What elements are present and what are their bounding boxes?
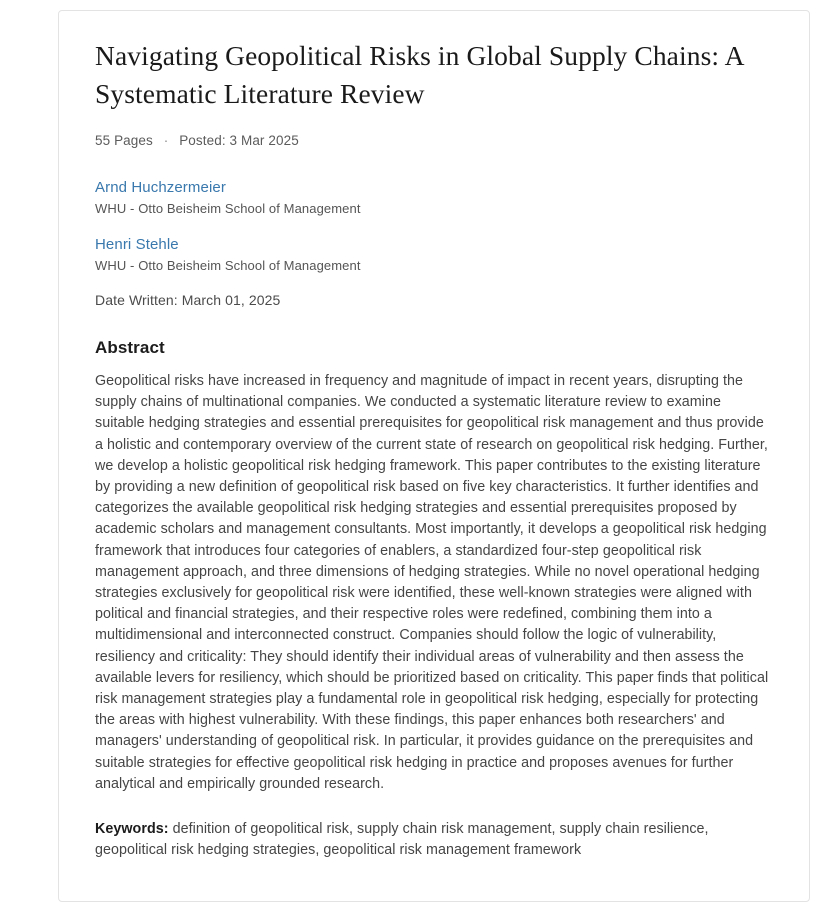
- paper-meta: [95, 133, 773, 148]
- author-link-2[interactable]: Henri Stehle: [95, 236, 179, 253]
- keywords-label: Keywords:: [95, 821, 169, 838]
- posted-date: Posted: 3 Mar 2025: [179, 133, 299, 148]
- keywords-value: definition of geopolitical risk, supply chain risk management, supply chain resilience, geopolitical risk hedging strategies, geopolitical risk management framework: [95, 821, 709, 859]
- date-written: Date Written: March 01, 2025: [95, 292, 281, 308]
- author-block-2: [95, 235, 773, 275]
- page-count: 55 Pages: [95, 133, 153, 148]
- author-affiliation-1: WHU - Otto Beisheim School of Management: [95, 201, 361, 216]
- abstract-body: Geopolitical risks have increased in frequency and magnitude of impact in recent years, disrupting the supply chains of multinational companies. We conducted a systematic literature review to examine suitable hedging strategies and essential prerequisites for geopolitical risk management and thus provide a holistic and contemporary overview of the current state of research on geopolitical risk hedging. Further, we develop a holistic geopolitical risk hedging framework. This paper contributes to the existing literature by providing a new definition of geopolitical risk based on five key characteristics. It further identifies and categorizes the available geopolitical risk hedging strategies and essential prerequisites proposed by academic scholars and management consultants. Most importantly, it develops a geopolitical risk hedging framework that introduces four categories of enablers, a standardized four-step geopolitical risk management approach, and three dimensions of hedging strategies. While no novel operational hedging strategies exclusively for geopolitical risk were identified, these well-known strategies were aligned with political and financial strategies, and their respective roles were redefined, combining them into a multidimensional and interconnected construct. Companies should follow the logic of vulnerability, resiliency and criticality: They should identify their individual areas of vulnerability and then assess the available levers for resiliency, which should be prioritized based on criticality. This paper finds that political risk management strategies play a fundamental role in geopolitical risk hedging, especially for protecting the areas with highest vulnerability. With these findings, this paper enhances both researchers' and managers' understanding of geopolitical risk. In particular, it provides guidance on the prerequisites and suitable strategies for effective geopolitical risk hedging in practice and proposes avenues for further analytical and empirically grounded research.: [95, 373, 769, 792]
- page-title: Navigating Geopolitical Risks in Global Supply Chains: A Systematic Literature Review: [95, 40, 744, 109]
- abstract-heading: Abstract: [95, 338, 165, 357]
- keywords: [95, 819, 773, 861]
- author-affiliation-2: WHU - Otto Beisheim School of Management: [95, 258, 361, 273]
- meta-separator: ·: [163, 133, 169, 148]
- author-block-1: [95, 178, 773, 218]
- paper-abstract-card: [58, 10, 810, 902]
- author-link-1[interactable]: Arnd Huchzermeier: [95, 179, 226, 196]
